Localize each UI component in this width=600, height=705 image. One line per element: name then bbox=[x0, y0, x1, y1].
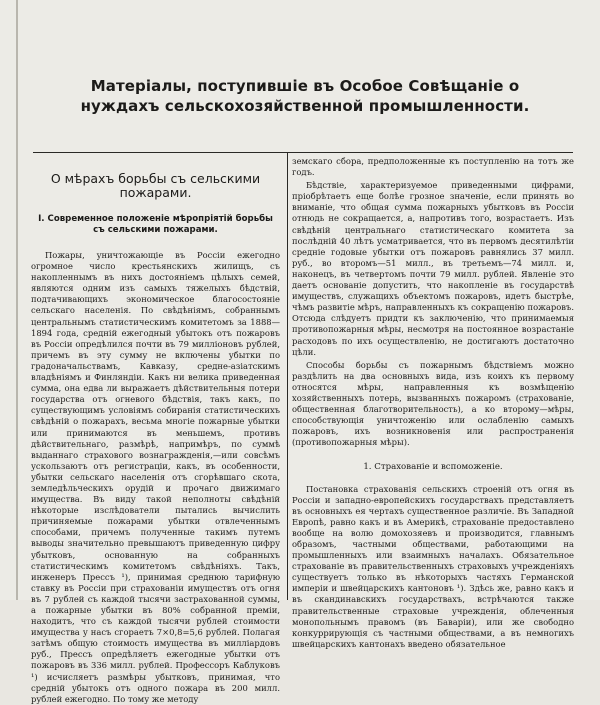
body-paragraph: Бѣдствіе, характеризуемое приведенными цифрами, пріобрѣтаетъ еще болѣе грозное значеніе, если принять во вниманіе, что общая сумма пожарныхъ убытковъ въ Россіи отнюдь не сокращается, а, напротивъ того, возрастаетъ. Изъ свѣдѣній центральнаго статистическаго комитета за послѣдній 40 лѣтъ усматривается, что въ первомъ десятилѣтіи средніе годовые убытки отъ пожаровъ равнялись 37 милл. руб., во второмъ—51 милл., въ третьемъ—74 милл. и, наконецъ, въ четвертомъ почти 79 милл. рублей. Явленіе это даетъ основаніе допустить, что накопленіе въ государствѣ имуществъ, служащихъ объектомъ пожаровъ, идетъ быстрѣе, чѣмъ развитіе мѣръ, направленныхъ къ сокращенію пожаровъ. Отсюда слѣдуетъ придти къ заключенію, что принимаемыя противопожарныя мѣры, несмотря на постоянное возрастаніе расходовъ по ихъ осуществленію, не достигаютъ достаточно цѣли. bbox=[292, 180, 574, 357]
page-fold-shadow bbox=[16, 0, 18, 600]
body-paragraph: Способы борьбы съ пожарнымъ бѣдствіемъ можно раздѣлить на два основныхъ вида, изъ коихъ къ первому относятся мѣры, направленныя къ возмѣщенію хозяйственныхъ потерь, вызванныхъ пожаромъ (страхованіе, общественная благотворительность), а ко второму—мѣры, способствующія уничтоженію или ослабленію самыхъ пожаровъ, ихъ возникновенія или распространенія (противопожарныя мѣры). bbox=[292, 359, 574, 448]
body-paragraph: Пожары, уничтожающіе въ Россіи ежегодно огромное число крестьянскихъ жилищъ, съ накопленнымъ въ нихъ достояніемъ цѣлыхъ семей, являются одним изъ самыхъ тяжелыхъ бѣдствій, подтачивающихъ экономическое благосостояніе сельскаго населенія. По свѣдѣніямъ, собраннымъ центральнымъ статистическимъ комитетомъ за 1888—1894 года, средній ежегодный убытокъ отъ пожаровъ въ Россіи опредѣлился почти въ 79 милліоновъ рублей, причемъ въ эту сумму не включены убытки по градоначальствамъ, Кавказу, средне-азіатскимъ владѣніямъ и Финляндіи. Какъ ни велика приведенная сумма, она едва ли выражаетъ дѣйствительныя потери государства отъ огневого бѣдствія, такъ какъ, по существующимъ условіямъ собиранія статистическихъ свѣдѣній о пожарахъ, весьма многіе пожарные убытки или принимаются въ меньшемъ, противъ дѣйствительнаго, размѣрѣ, напримѣръ, по суммѣ выданнаго страхового вознагражденія,—или совсѣмъ ускользаютъ отъ регистраціи, какъ, въ особенности, убытки сельскаго населенія отъ сгорѣвшаго скота, земледѣльческихъ орудій и прочаго движимаго имущества. Въ виду такой неполноты свѣдѣній нѣкоторые изслѣдователи пытались вычислить причиняемые пожарами убытки отвлеченнымъ способами, причемъ полученные такимъ путемъ выводы значительно превышаютъ приведенную цифру убытковъ, основанную на собранныхъ статистическимъ комитетомъ свѣдѣніяхъ. Такъ, инженеръ Прессъ ¹), принимая среднюю тарифную ставку въ Россіи при страхованіи имуществъ отъ огня въ 7 рублей съ каждой тысячи застрахованной суммы, а пожарные убытки въ 80% собранной преміи, находитъ, что съ каждой тысячи рублей стоимости имущества у насъ сгораетъ 7×0,8=5,6 рублей. Полагая затѣмъ общую стоимость имущества въ милліардовъ руб., Прессъ опредѣляетъ ежегодные убытки отъ пожаровъ въ 336 милл. рублей. Профессоръ Каблуковъ ¹) исчисляетъ размѣры убытковъ, принимая, что средній убытокъ отъ одного пожара въ 200 милл. рублей ежегодно. По тому же методу bbox=[31, 250, 280, 704]
header-rule bbox=[33, 152, 573, 153]
subsection-heading: 1. Страхованіе и вспоможеніе. bbox=[363, 462, 503, 473]
body-paragraph: Постановка страхованія сельскихъ строеній отъ огня въ Россіи и западно-европейскихъ государствахъ представляетъ въ основныхъ ея чертахъ существенное различіе. Въ Западной Европѣ, равно какъ и въ Америкѣ, страхованіе предоставлено вообще на волю домохозяевъ и производится, главнымъ образомъ, частными обществами, работающими на промышленныхъ или взаимныхъ началахъ. Обязательное страхованіе въ правительственныхъ страховыхъ учрежденіяхъ существуетъ только въ нѣкоторыхъ частяхъ Германской имперіи и швейцарскихъ кантоновъ ¹). Здѣсь же, равно какъ и въ скандинавскихъ государствахъ, встрѣчаются также правительственные страховые учрежденія, облеченныя монопольнымъ правомъ (въ Баваріи), или же свободно конкуррирующія съ частными обществами, а въ немногихъ швейцарскихъ кантонахъ введено обязательное bbox=[292, 483, 574, 649]
right-column bbox=[292, 156, 574, 650]
left-column bbox=[31, 158, 280, 705]
subsection-title: I. Современное положеніе мѣропріятій борьбы съ сельскими пожарами. bbox=[38, 214, 273, 235]
page-title: Матеріалы, поступившіе въ Особое Совѣщаніе о нуждахъ сельскохозяйственной промышленности. bbox=[80, 77, 530, 115]
column-divider bbox=[287, 152, 288, 600]
section-title: О мѣрахъ борьбы съ сельскими пожарами. bbox=[50, 171, 261, 200]
body-paragraph: земскаго сбора, предположенные къ поступленію на тотъ же годъ. bbox=[292, 156, 574, 178]
